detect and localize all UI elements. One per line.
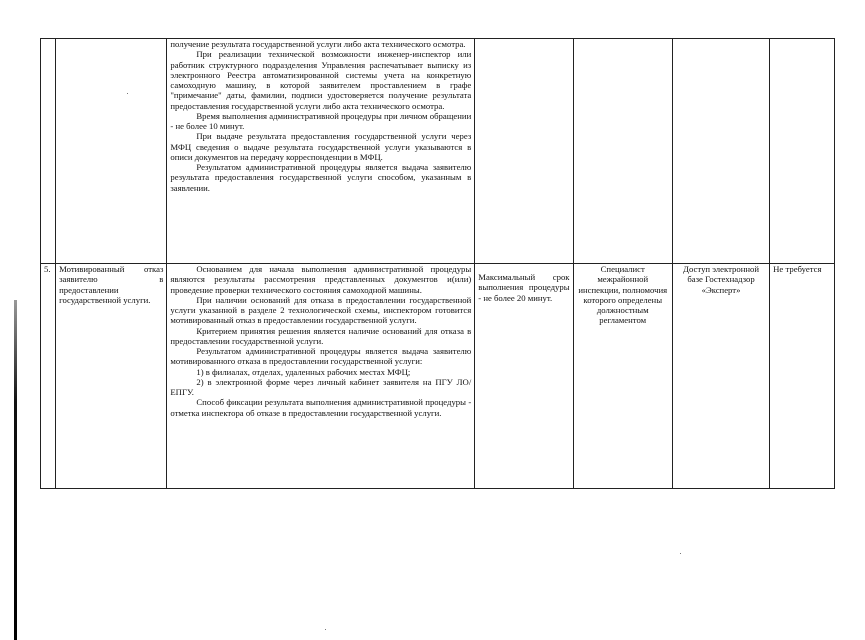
table-row [41,39,835,264]
content-paragraph: Результатом административной процедуры является выдача заявителю результата предоставления государственной услуги способом, указанным в заявлении. [170,162,472,193]
procedure-content-cell [167,264,475,489]
content-paragraph: Время выполнения административной процедуры при личном обращении - не более 10 минут. [170,110,472,131]
executor-cell [573,39,672,264]
content-paragraph: Способ фиксации результата выполнения административной процедуры - отметка инспектора об отказе в предоставлении государственной услуги. [170,397,472,418]
procedure-content-cell [167,39,475,264]
executor-cell [573,264,672,489]
row-number-cell [41,39,56,264]
scan-speck [680,553,681,554]
table-row [41,264,835,489]
term-cell [475,39,573,264]
forms-cell [770,39,835,264]
procedure-executor: Специалист межрайонной инспекции, полномочия которого определены должностным регламентом [578,264,668,326]
resources-cell [672,264,769,489]
resources-cell [672,39,769,264]
content-paragraph: 2) в электронной форме через личный кабинет заявителя на ПГУ ЛО/ЕПГУ. [170,376,472,397]
content-paragraph: Результатом административной процедуры является выдача заявителю мотивированного отказа в предоставлении государственной услуги: [170,346,472,367]
content-paragraph: 1) в филиалах, отделах, удаленных рабочих местах МФЦ; [196,366,411,377]
procedure-name-cell [56,264,167,489]
row-number: 5. [44,264,51,274]
content-paragraph: При наличии оснований для отказа в предоставлении государственной услуги указанной в разделе 2 технологической схемы, инспектором готовится мотивированный отказ в предоставлении государственной услуги. [170,294,472,326]
scan-speck [325,629,326,630]
content-paragraph: Основанием для начала выполнения административной процедуры являются результаты рассмотрения представленных документов и(или) проведение проверки технического состояния самоходной машины. [170,264,472,295]
content-paragraph: получение результата государственной услуги либо акта технического осмотра. [170,39,466,49]
term-cell [475,264,573,489]
procedure-table [40,38,835,489]
forms-cell [770,264,835,489]
procedure-name: Мотивированный отказ заявителю в предоставлении государственной услуги. [59,264,164,305]
content-paragraph: Критерием принятия решения является наличие оснований для отказа в предоставлении государственной услуги. [170,325,472,346]
scan-speck [127,93,128,94]
content-paragraph: При реализации технической возможности инженер-инспектор или работник структурного подразделения Управления распечатывает выписку из электронного Реестра автоматизированной системы учета на конкретную самоходную машину, в которой заявителем проставлением в графе "примечание" даты, фамилии, подписи удостоверяется получение результата предоставления государственной услуги либо акта технического осмотра. [170,49,472,111]
procedure-resources: Доступ электронной базе Гостехнадзор «Эксперт» [683,264,759,295]
content-paragraph: При выдаче результата предоставления государственной услуги через МФЦ сведения о выдаче результата государственной услуги указываются в описи документов на передачу корреспонденции в МФЦ. [170,131,472,162]
procedure-term: Максимальный срок выполнения процедуры - не более 20 минут. [478,272,570,303]
procedure-forms: Не требуется [773,264,822,274]
row-number-cell [41,264,56,489]
procedure-name-cell [56,39,167,264]
scan-edge-shadow [14,300,17,640]
